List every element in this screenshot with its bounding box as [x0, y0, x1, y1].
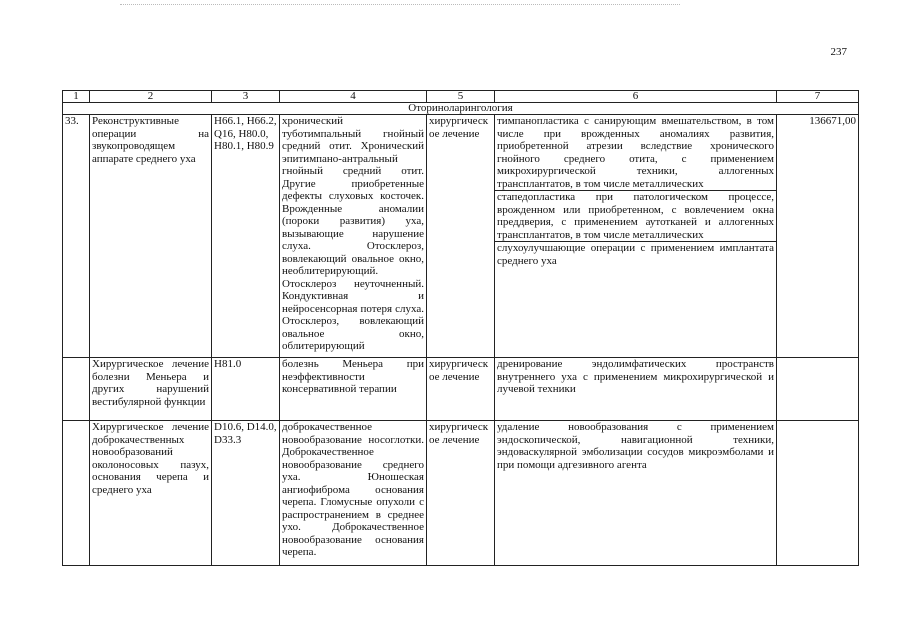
- column-header: 5: [427, 91, 495, 103]
- treatment-method: слухоулучшающие операции с применением имплантата среднего уха: [497, 242, 774, 267]
- treatment-method: удаление новообразования с применением эндоскопической, навигационной техники, эндоваскулярной эмболизации сосудов микроэмболами и при помощи адгезивного агента: [495, 421, 777, 566]
- treatment-type: хирургическое лечение: [427, 358, 495, 421]
- column-header: 7: [777, 91, 859, 103]
- section-title: Оториноларингология: [63, 103, 859, 115]
- diagnosis-model: доброкачественное новообразование носоглотки. Доброкачественное новообразование среднего уха. Юношеская ангиофиброма основания черепа. Гломусные опухоли с распространением в среднее ухо. Доброкачественное новообразование основания черепа.: [280, 421, 427, 566]
- care-type-name: Хирургическое лечение болезни Меньера и других нарушений вестибулярной функции: [90, 358, 212, 421]
- column-header: 3: [212, 91, 280, 103]
- tariff-value: [777, 358, 859, 421]
- treatment-type: хирургическое лечение: [427, 421, 495, 566]
- care-type-name: Хирургическое лечение доброкачественных новообразований околоносовых пазух, основания черепа и среднего уха: [90, 421, 212, 566]
- table-row: [63, 115, 859, 358]
- row-number: [63, 358, 90, 421]
- treatment-method: стапедопластика при патологическом процессе, врожденном или приобретенном, с вовлечением окна преддверия, с применением аутотканей и аллогенных трансплантатов, в том числе металлических: [497, 191, 774, 241]
- diagnosis-model: хронический туботимпальный гнойный средний отит. Хронический эпитимпано-антральный гнойный средний отит. Другие приобретенные дефекты слуховых косточек. Врожденные аномалии (пороки развития) уха, вызывающие нарушение слуха. Отосклероз, вовлекающий овальное окно, необлитерирующий. Отосклероз неуточненный. Кондуктивная и нейросенсорная потеря слуха. Отосклероз, вовлекающий овальное окно, облитерирующий: [280, 115, 427, 358]
- treatment-methods-cell: [495, 115, 777, 358]
- column-number-row: [63, 91, 859, 103]
- treatment-method: тимпанопластика с санирующим вмешательством, в том числе при врожденных аномалиях развития, приобретенной атрезии вследствие хронического гнойного среднего отита, с применением микрохирургической техники, аллогенных трансплантатов, в том числе металлических: [497, 115, 774, 190]
- column-header: 6: [495, 91, 777, 103]
- treatment-type: хирургическое лечение: [427, 115, 495, 358]
- icd-codes: H81.0: [212, 358, 280, 421]
- table-row: [63, 358, 859, 421]
- treatment-method: дренирование эндолимфатических пространств внутреннего уха с применением микрохирургической и лучевой техники: [495, 358, 777, 421]
- icd-codes: H66.1, H66.2, Q16, H80.0, H80.1, H80.9: [212, 115, 280, 358]
- row-number: [63, 421, 90, 566]
- row-number: 33.: [63, 115, 90, 358]
- section-row: [63, 103, 859, 115]
- diagnosis-model: болезнь Меньера при неэффективности консервативной терапии: [280, 358, 427, 421]
- tariff-value: [777, 421, 859, 566]
- scan-artifact-line: [120, 4, 680, 5]
- medical-care-table: [62, 90, 859, 566]
- column-header: 4: [280, 91, 427, 103]
- column-header: 2: [90, 91, 212, 103]
- tariff-value: 136671,00: [777, 115, 859, 358]
- care-type-name: Реконструктивные операции на звукопроводящем аппарате среднего уха: [90, 115, 212, 358]
- page-number: 237: [830, 46, 847, 58]
- icd-codes: D10.6, D14.0, D33.3: [212, 421, 280, 566]
- column-header: 1: [63, 91, 90, 103]
- table-row: [63, 421, 859, 566]
